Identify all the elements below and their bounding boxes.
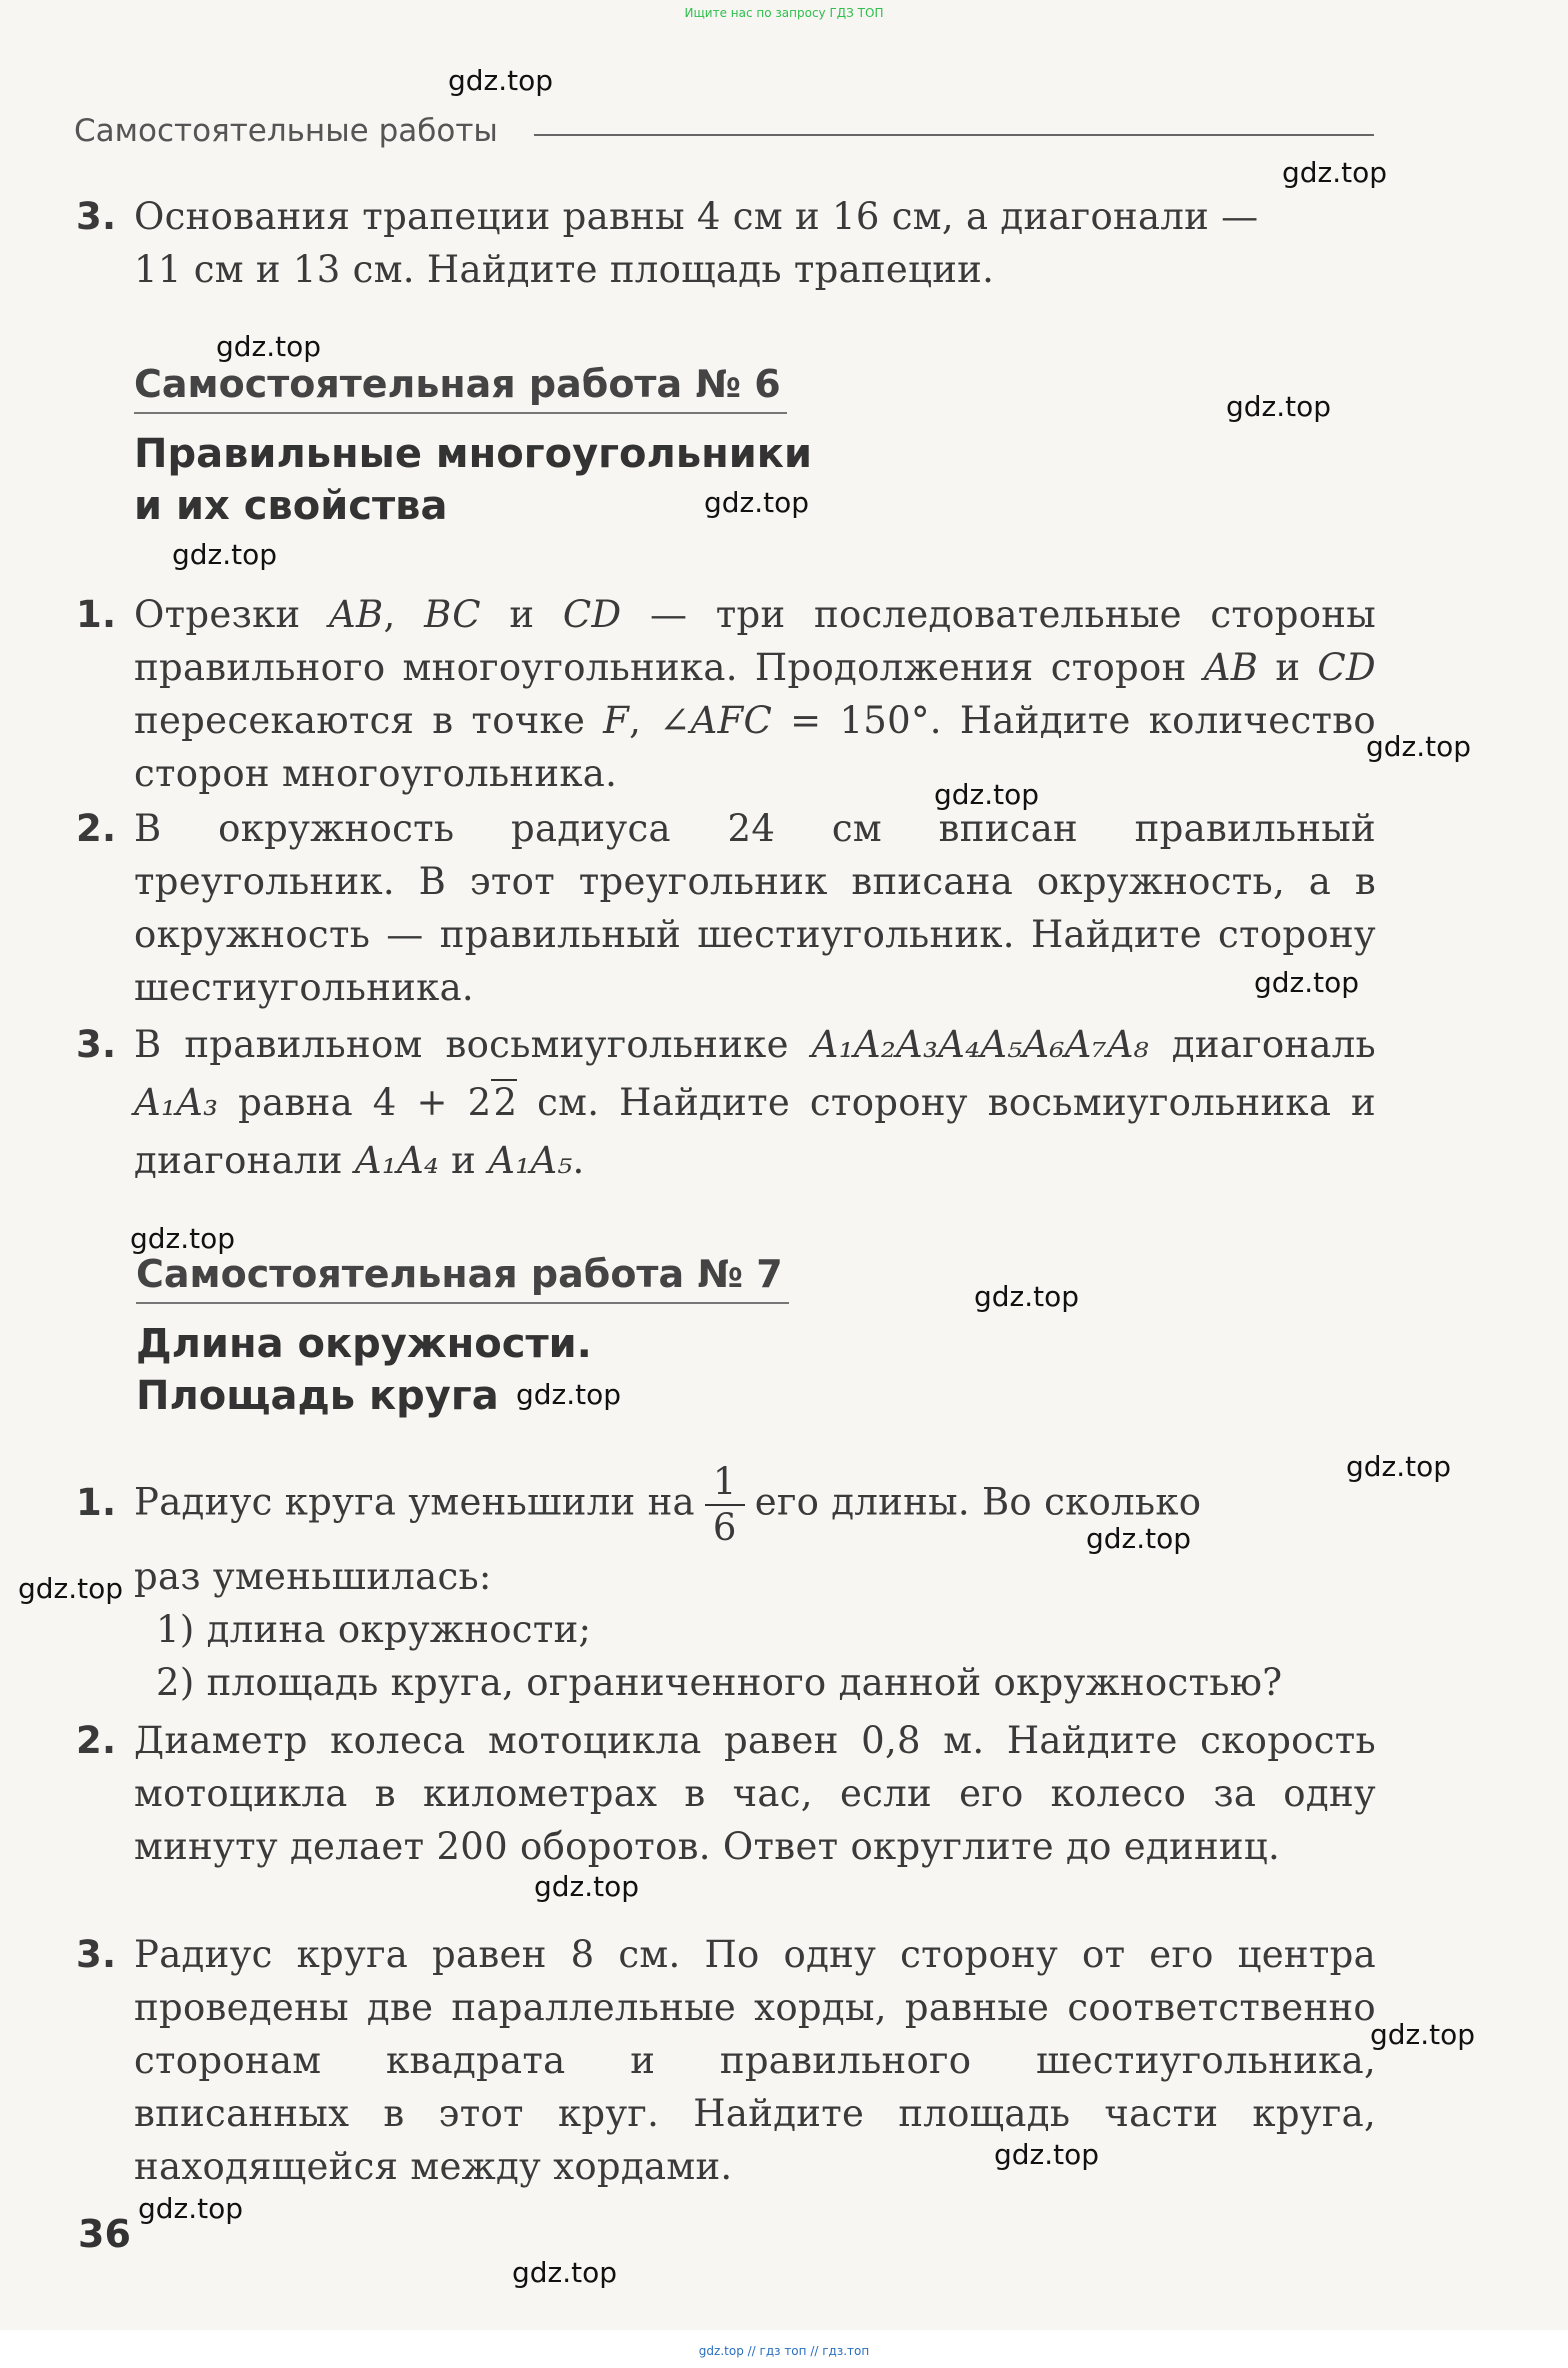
header-title: Самостоятельные работы [74,113,498,149]
watermark: gdz.top [1370,2018,1476,2051]
watermark: gdz.top [934,778,1040,811]
text: — три последовательные стороны правильного многоугольника. Продолжения сторон [134,593,1376,689]
task-number: 2. [76,807,117,850]
watermark: gdz.top [448,64,554,97]
sw7-task-2 [76,1714,1376,1873]
task-text: В окружность радиуса 24 см вписан правильный треугольник. В этот треугольник вписана окружность, а в окружность — правильный шестиугольник. Найдите сторону шестиугольника. [134,807,1376,1009]
fraction [705,1460,745,1550]
diagonal-a1a4: A₁A₄ [354,1139,440,1182]
text: , [383,593,425,636]
watermark: gdz.top [516,1378,622,1411]
segment-cd: CD [562,593,622,636]
top-banner: Ищите нас по запросу ГДЗ ТОП [684,6,884,20]
angle-afc: AFC [690,699,773,742]
fraction-denominator: 6 [712,1506,737,1549]
text: и [439,1139,489,1182]
sqrt-radicand: 2 [493,1081,518,1124]
sw7-task-1 [76,1460,1376,1709]
watermark: gdz.top [512,2256,618,2289]
diagonal-a1a5: A₁A₅ [488,1139,573,1182]
sw7-task-3 [76,1928,1376,2193]
watermark: gdz.top [704,486,810,519]
segment-ab: AB [1203,646,1259,689]
watermark: gdz.top [1346,1450,1452,1483]
watermark: gdz.top [974,1280,1080,1313]
sw6-task-2 [76,802,1376,1014]
task-number: 3. [76,195,117,238]
header-rule [534,134,1374,136]
watermark: gdz.top [1226,390,1332,423]
fraction-numerator: 1 [705,1460,745,1506]
text: равна 4 + 2 [218,1081,492,1124]
prev-task-3 [76,190,1376,296]
task-number: 1. [76,593,117,636]
watermark: gdz.top [1366,730,1472,763]
sw6-task-1 [76,588,1376,800]
task-number: 2. [76,1719,117,1762]
running-header [74,108,1374,154]
watermark: gdz.top [216,330,322,363]
text: , ∠ [629,699,691,742]
sw6-topic-line1: Правильные многоугольники [134,431,812,477]
text: см. Найдите сторону восьмиугольника и диагонали [134,1081,1376,1182]
watermark: gdz.top [18,1572,124,1605]
text: и [480,593,563,636]
text: Радиус круга уменьшили на [134,1480,695,1524]
task-text: Радиус круга равен 8 см. По одну сторону от его центра проведены две параллельные хорды, равные соответственно сторонам квадрата и правильного шестиугольника, вписанных в этот круг. Найдите площадь части круга, находящейся между хордами. [134,1933,1376,2188]
text: . [572,1139,585,1182]
text: его длины. Во сколько [754,1480,1202,1524]
task-text-line2: 11 см и 13 см. Найдите площадь трапеции. [134,248,995,291]
task-text-line: раз уменьшилась: [134,1555,492,1598]
sw6-title: Самостоятельная работа № 6 [134,362,787,414]
sw6-task-3 [76,1016,1376,1190]
watermark: gdz.top [1254,966,1360,999]
diagonal-a1a3: A₁A₃ [134,1081,219,1124]
sub-item-1: 1) длина окружности; [156,1608,592,1651]
bottom-banner: gdz.top // гдз топ // гдз.топ [698,2344,870,2358]
text: диагональ [1148,1023,1376,1066]
watermark: gdz.top [994,2138,1100,2171]
segment-bc: BC [424,593,481,636]
sw7-title: Самостоятельная работа № 7 [136,1252,789,1304]
text: и [1258,646,1318,689]
sw7-topic-line1: Длина окружности. [136,1321,592,1367]
watermark: gdz.top [130,1222,236,1255]
watermark: gdz.top [1086,1522,1192,1555]
task-text-line1: Основания трапеции равны 4 см и 16 см, а диагонали — [134,195,1259,238]
watermark: gdz.top [172,538,278,571]
page-number: 36 [78,2212,131,2256]
segment-cd: CD [1317,646,1376,689]
sw7-heading [136,1252,1436,1304]
sub-item-2: 2) площадь круга, ограниченного данной окружностью? [156,1661,1283,1704]
sw6-topic-line2: и их свойства [134,483,448,529]
sw7-topic [136,1318,1436,1422]
task-text: Диаметр колеса мотоцикла равен 0,8 м. Найдите скорость мотоцикла в километрах в час, если его колесо за одну минуту делает 200 оборотов. Ответ округлите до единиц. [134,1719,1376,1868]
text: Отрезки [134,593,329,636]
octagon-name: A₁A₂A₃A₄A₅A₆A₇A₈ [811,1023,1149,1066]
watermark: gdz.top [534,1870,640,1903]
text: В правильном восьмиугольнике [134,1023,812,1066]
segment-ab: AB [328,593,384,636]
point-f: F [603,699,630,742]
text: = 150°. Найдите количество сторон многоугольника. [134,699,1376,795]
watermark: gdz.top [138,2192,244,2225]
task-number: 3. [76,1933,117,1976]
text: пересекаются в точке [134,699,604,742]
task-number: 3. [76,1023,117,1066]
task-number: 1. [76,1480,117,1524]
sw7-topic-line2: Площадь круга [136,1373,499,1419]
watermark: gdz.top [1282,156,1388,189]
